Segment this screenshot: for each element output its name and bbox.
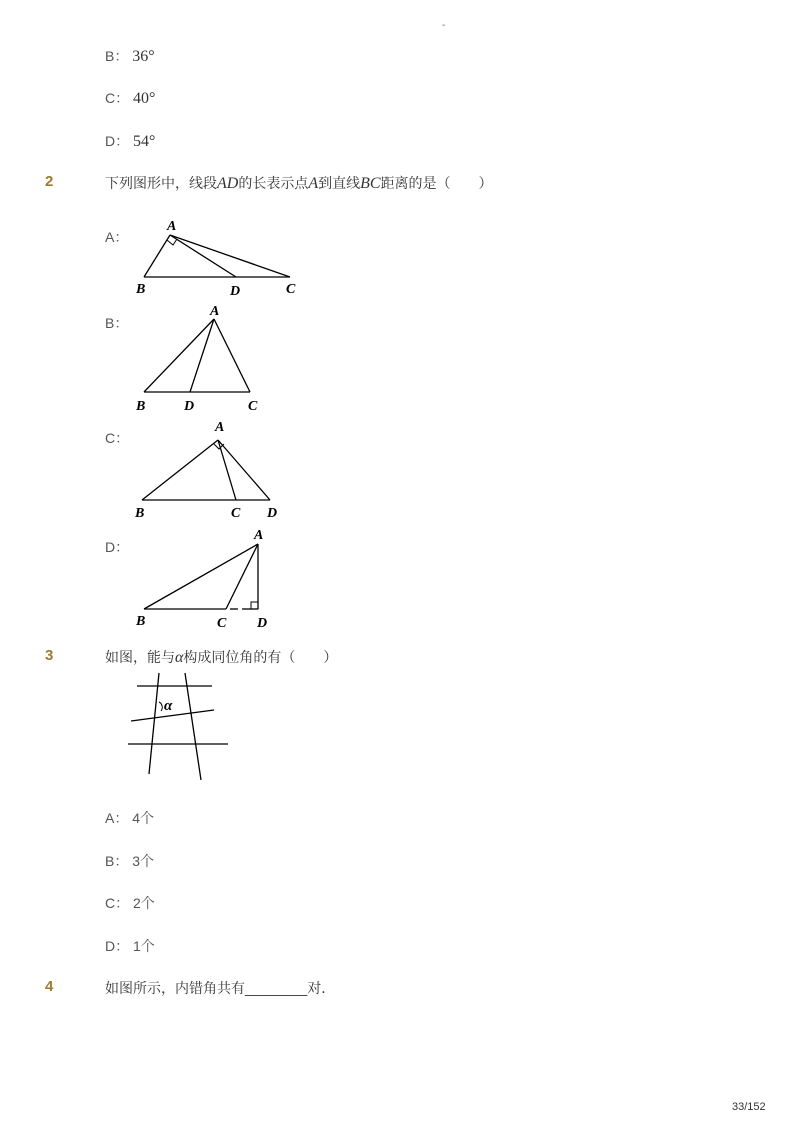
option-label: C： — [105, 895, 130, 911]
label-a: A — [167, 219, 177, 234]
q2-figure-a — [130, 214, 310, 300]
math-var: α — [175, 649, 184, 666]
option-label: D： — [105, 133, 130, 149]
q2-option-d[interactable]: D： — [105, 539, 130, 555]
q3-option-c[interactable] — [105, 893, 155, 913]
label-b: B — [135, 506, 145, 521]
label-b: B — [136, 282, 146, 297]
option-label: C： — [105, 90, 130, 106]
label-b: B — [136, 614, 146, 629]
label-a: A — [210, 304, 220, 319]
q2-figure-c — [130, 416, 290, 524]
stem-text: 的长表示点 — [238, 175, 309, 191]
stem-text: 到直线 — [318, 175, 361, 191]
q1-option-b[interactable] — [105, 46, 155, 66]
header-mark: - — [442, 20, 446, 31]
q1-option-c[interactable] — [105, 88, 155, 108]
answer-blank[interactable]: ________ — [245, 980, 308, 996]
stem-text: 如图，能与 — [105, 649, 175, 665]
option-label: D： — [105, 938, 130, 954]
stem-text: 下列图形中，线段 — [105, 175, 217, 191]
option-value: 3个 — [132, 853, 155, 869]
q2-figure-d — [130, 524, 280, 634]
q3-stem — [105, 647, 337, 667]
q4-stem — [105, 978, 335, 998]
label-a: A — [254, 528, 264, 543]
stem-text: 如图所示，内错角共有 — [105, 980, 245, 996]
alpha-label: α — [164, 698, 173, 714]
option-label: A： — [105, 810, 129, 826]
q3-figure — [120, 668, 240, 784]
stem-text: 对． — [307, 980, 336, 996]
option-value: 1个 — [133, 938, 155, 954]
option-label: B： — [105, 853, 129, 869]
option-value: 4个 — [132, 810, 155, 826]
question-number: 3 — [45, 647, 54, 664]
option-label: B： — [105, 48, 129, 64]
stem-text: 距离的是（ ） — [380, 175, 493, 191]
stem-text: 构成同位角的有（ ） — [183, 649, 338, 665]
q2-option-c[interactable]: C： — [105, 430, 130, 446]
label-d: D — [267, 506, 278, 521]
question-number: 2 — [45, 173, 54, 190]
page-number: 33/152 — [732, 1101, 766, 1113]
option-value: 2个 — [133, 895, 155, 911]
label-c: C — [217, 616, 227, 631]
q2-option-b[interactable]: B： — [105, 315, 129, 331]
label-d: D — [230, 284, 241, 299]
q3-option-a[interactable] — [105, 808, 154, 828]
question-number: 4 — [45, 978, 54, 995]
math-var: A — [308, 175, 319, 192]
option-value: 54° — [133, 133, 156, 150]
q1-option-d[interactable] — [105, 131, 155, 151]
label-c: C — [248, 399, 258, 414]
q3-option-b[interactable] — [105, 851, 154, 871]
option-value: 40° — [133, 90, 156, 107]
label-b: B — [136, 399, 146, 414]
q2-stem — [105, 173, 493, 193]
math-var: BC — [360, 175, 381, 192]
label-a: A — [215, 420, 225, 435]
label-d: D — [257, 616, 268, 631]
q2-option-a[interactable]: A： — [105, 229, 129, 245]
label-d: D — [184, 399, 195, 414]
option-value: 36° — [132, 48, 155, 65]
label-c: C — [231, 506, 241, 521]
math-var: AD — [217, 175, 239, 192]
q2-figure-b — [130, 300, 270, 415]
label-c: C — [286, 282, 296, 297]
q3-option-d[interactable] — [105, 936, 155, 956]
